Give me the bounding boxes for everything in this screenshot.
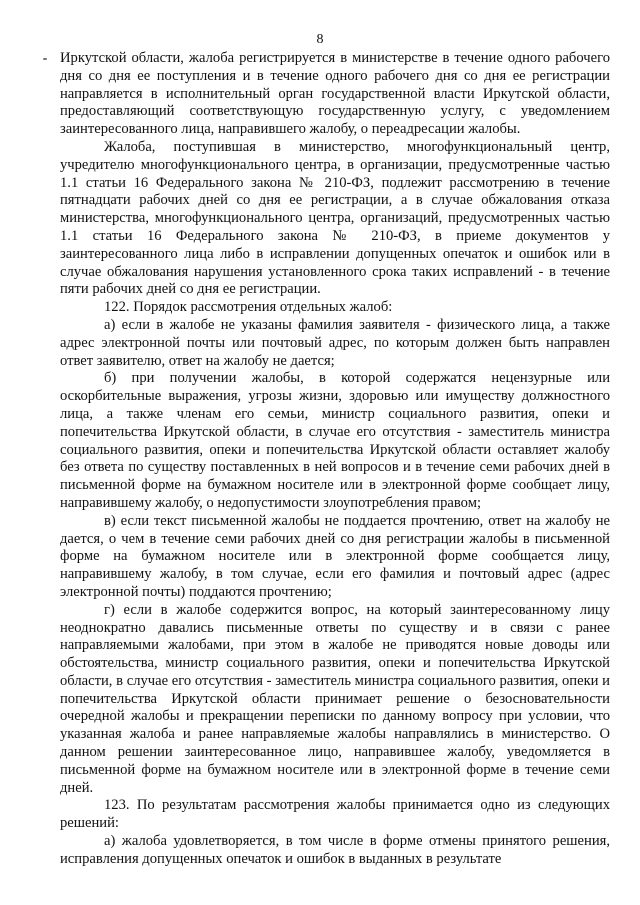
paragraph-122-g: г) если в жалобе содержится вопрос, на который заинтересованному лицу неоднократно давались письменные ответы по существу и в связи с ранее направляемыми жалобами, при этом в жалобе не приводятся новые доводы или обстоятельства, министр социального развития, опеки и попечительства Иркутской области, в случае его отсутствия - заместитель министра социального развития, опеки и попечительства Иркутской области принимает решение о безосновательности очередной жалобы и прекращении переписки по данному вопросу при условии, что указанная жалоба и ранее направляемые жалобы направлялись в министерство. О данном решении заинтересованное лицо, направившее жалобу, уведомляется в письменной форме на бумажном носителе или в электронной форме в течение семи дней. <box>60 601 610 796</box>
paragraph-122-b: б) при получении жалобы, в которой содержатся нецензурные или оскорбительные выражения, угрозы жизни, здоровью или имуществу должностного лица, а также членам его семьи, министр социального развития, опеки и попечительства Иркутской области, в случае его отсутствия - заместитель министра социального развития, опеки и попечительства Иркутской области оставляет жалобу без ответа по существу поставленных в ней вопросов и в течение семи рабочих дней в письменной форме на бумажном носителе или в электронной форме сообщает лицу, направившему жалобу, о недопустимости злоупотребления правом; <box>60 370 610 511</box>
paragraph-section-123: 123. По результатам рассмотрения жалобы принимается одно из следующих решений: <box>60 797 610 832</box>
paragraph-122-v: в) если текст письменной жалобы не поддается прочтению, ответ на жалобу не дается, о чем в течение семи рабочих дней со дня регистрации жалобы в письменной форме на бумажном носителе или в электронной форме сообщается лицу, направившему жалобу, в том случае, если его фамилия и почтовый адрес (адрес электронной почты) поддаются прочтению; <box>60 512 610 600</box>
paragraph-123-a: а) жалоба удовлетворяется, в том числе в форме отмены принятого решения, исправления допущенных опечаток и ошибок в выданных в результате <box>60 833 610 867</box>
margin-mark <box>43 58 47 60</box>
paragraph-section-122: 122. Порядок рассмотрения отдельных жалоб: <box>104 299 393 316</box>
page-number: 8 <box>316 32 324 47</box>
document-body <box>60 50 610 869</box>
paragraph-complaint-period: Жалоба, поступившая в министерство, многофункциональный центр, учредителю многофункционального центра, в организации, предусмотренные частью 1.1 статьи 16 Федерального закона № 210-ФЗ, подлежит рассмотрению в течение пятнадцати рабочих дней со дня ее регистрации, а в случае обжалования отказа министерства, многофункционального центра, организаций, предусмотренных частью 1.1 статьи 16 Федерального закона № 210-ФЗ, в приеме документов у заинтересованного лица либо в исправлении допущенных опечаток и ошибок или в случае обжалования нарушения установленного срока таких исправлений - в течение пяти рабочих дней со дня ее регистрации. <box>60 138 610 298</box>
paragraph-continuation: Иркутской области, жалоба регистрируется в министерстве в течение одного рабочего дня со дня ее поступления и в течение одного рабочего дня со дня ее регистрации направляется в исполнительный орган государственной власти Иркутской области, предоставляющий соответствующую государственную услугу, с уведомлением заинтересованного лица, направившего жалобу, о переадресации жалобы. <box>60 50 610 138</box>
paragraph-122-a: а) если в жалобе не указаны фамилия заявителя - физического лица, а также адрес электронной почты или почтовый адрес, по которым должен быть направлен ответ заявителю, ответ на жалобу не дается; <box>60 316 610 369</box>
